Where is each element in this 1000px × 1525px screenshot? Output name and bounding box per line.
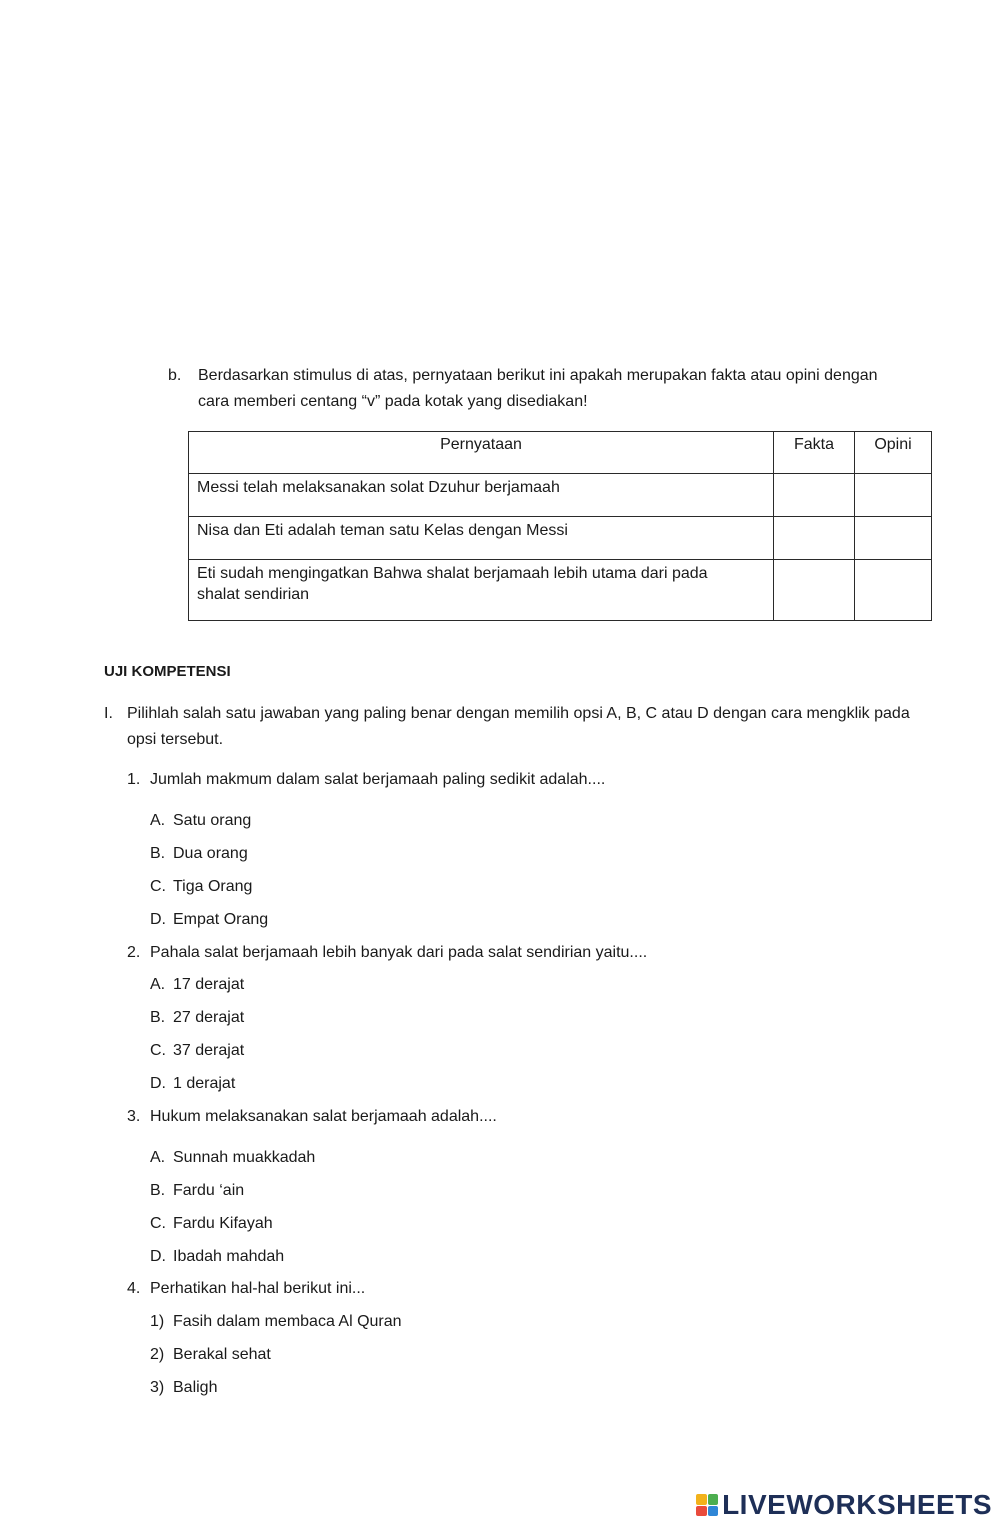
list-item-number: 1): [150, 1313, 165, 1330]
question-text: Perhatikan hal-hal berikut ini...: [150, 1280, 366, 1297]
option-letter: B.: [150, 1182, 166, 1199]
watermark-text: LIVEWORKSHEETS: [722, 1489, 992, 1520]
instruction-line: Pilihlah salah satu jawaban yang paling benar dengan memilih opsi A, B, C atau D dengan cara mengklik pada: [127, 705, 910, 722]
option-text: Fardu ‘ain: [173, 1182, 245, 1199]
question-number: 4.: [127, 1280, 141, 1297]
question-text: Pahala salat berjamaah lebih banyak dari pada salat sendirian yaitu....: [150, 944, 648, 961]
fakta-checkbox[interactable]: [774, 517, 855, 560]
option-text: Sunnah muakkadah: [173, 1149, 316, 1166]
option-text: 1 derajat: [173, 1075, 236, 1092]
logo-tile: [708, 1506, 719, 1517]
question-number: 3.: [127, 1108, 141, 1125]
table-row: [189, 560, 932, 621]
option-text: 37 derajat: [173, 1042, 245, 1059]
opini-checkbox[interactable]: [855, 560, 932, 621]
option-text: 17 derajat: [173, 976, 245, 993]
statement-text: Messi telah melaksanakan solat Dzuhur berjamaah: [197, 479, 560, 496]
statement-text: Eti sudah mengingatkan Bahwa shalat berjamaah lebih utama dari pada: [197, 565, 708, 582]
fakta-checkbox[interactable]: [774, 474, 855, 517]
list-item-text: Berakal sehat: [173, 1346, 271, 1363]
list-item-text: Baligh: [173, 1379, 218, 1396]
section-b-line: Berdasarkan stimulus di atas, pernyataan berikut ini apakah merupakan fakta atau opini dengan: [198, 367, 878, 384]
logo-tile: [708, 1494, 719, 1505]
option-letter: B.: [150, 845, 166, 862]
table-row: [189, 474, 932, 517]
statement-cell: [189, 474, 774, 517]
option-text: Tiga Orang: [173, 878, 253, 895]
logo-tile: [696, 1494, 707, 1505]
header-opini: Opini: [855, 432, 932, 474]
option-text: Satu orang: [173, 812, 252, 829]
option-letter: B.: [150, 1009, 166, 1026]
section-b-line: cara memberi centang “v” pada kotak yang disediakan!: [198, 393, 588, 410]
option-letter: A.: [150, 976, 166, 993]
list-item-number: 2): [150, 1346, 165, 1363]
option-letter: D.: [150, 911, 166, 928]
liveworksheets-logo-icon: [696, 1494, 718, 1516]
list-item-text: Fasih dalam membaca Al Quran: [173, 1313, 402, 1330]
header-pernyataan: Pernyataan: [189, 432, 774, 474]
option-text: Fardu Kifayah: [173, 1215, 273, 1232]
instruction-text: [127, 702, 910, 754]
table-header-row: [189, 432, 932, 474]
fakta-checkbox[interactable]: [774, 560, 855, 621]
question-text: Jumlah makmum dalam salat berjamaah paling sedikit adalah....: [150, 771, 606, 788]
option-letter: A.: [150, 1149, 166, 1166]
logo-tile: [696, 1506, 707, 1517]
option-text: Dua orang: [173, 845, 248, 862]
question-number: 2.: [127, 944, 141, 961]
option-letter: C.: [150, 878, 166, 895]
liveworksheets-watermark: [696, 1489, 992, 1521]
option-text: 27 derajat: [173, 1009, 245, 1026]
statement-text: Nisa dan Eti adalah teman satu Kelas dengan Messi: [197, 522, 568, 539]
instruction-line: opsi tersebut.: [127, 731, 224, 748]
option-letter: D.: [150, 1248, 166, 1265]
question-text: Hukum melaksanakan salat berjamaah adalah....: [150, 1108, 497, 1125]
option-letter: D.: [150, 1075, 166, 1092]
table-row: [189, 517, 932, 560]
option-letter: C.: [150, 1215, 166, 1232]
instruction-number: I.: [104, 705, 113, 722]
section-b-instruction: [198, 364, 878, 416]
option-text: Empat Orang: [173, 911, 269, 928]
opini-checkbox[interactable]: [855, 517, 932, 560]
section-b-label: b.: [168, 367, 182, 384]
statement-cell: [189, 517, 774, 560]
fact-opinion-table: [188, 431, 932, 621]
option-text: Ibadah mahdah: [173, 1248, 285, 1265]
list-item-number: 3): [150, 1379, 165, 1396]
opini-checkbox[interactable]: [855, 474, 932, 517]
statement-cell: [189, 560, 774, 621]
section-heading: UJI KOMPETENSI: [104, 663, 231, 680]
statement-text: shalat sendirian: [197, 586, 310, 603]
option-letter: C.: [150, 1042, 166, 1059]
question-number: 1.: [127, 771, 141, 788]
header-fakta: Fakta: [774, 432, 855, 474]
option-letter: A.: [150, 812, 166, 829]
